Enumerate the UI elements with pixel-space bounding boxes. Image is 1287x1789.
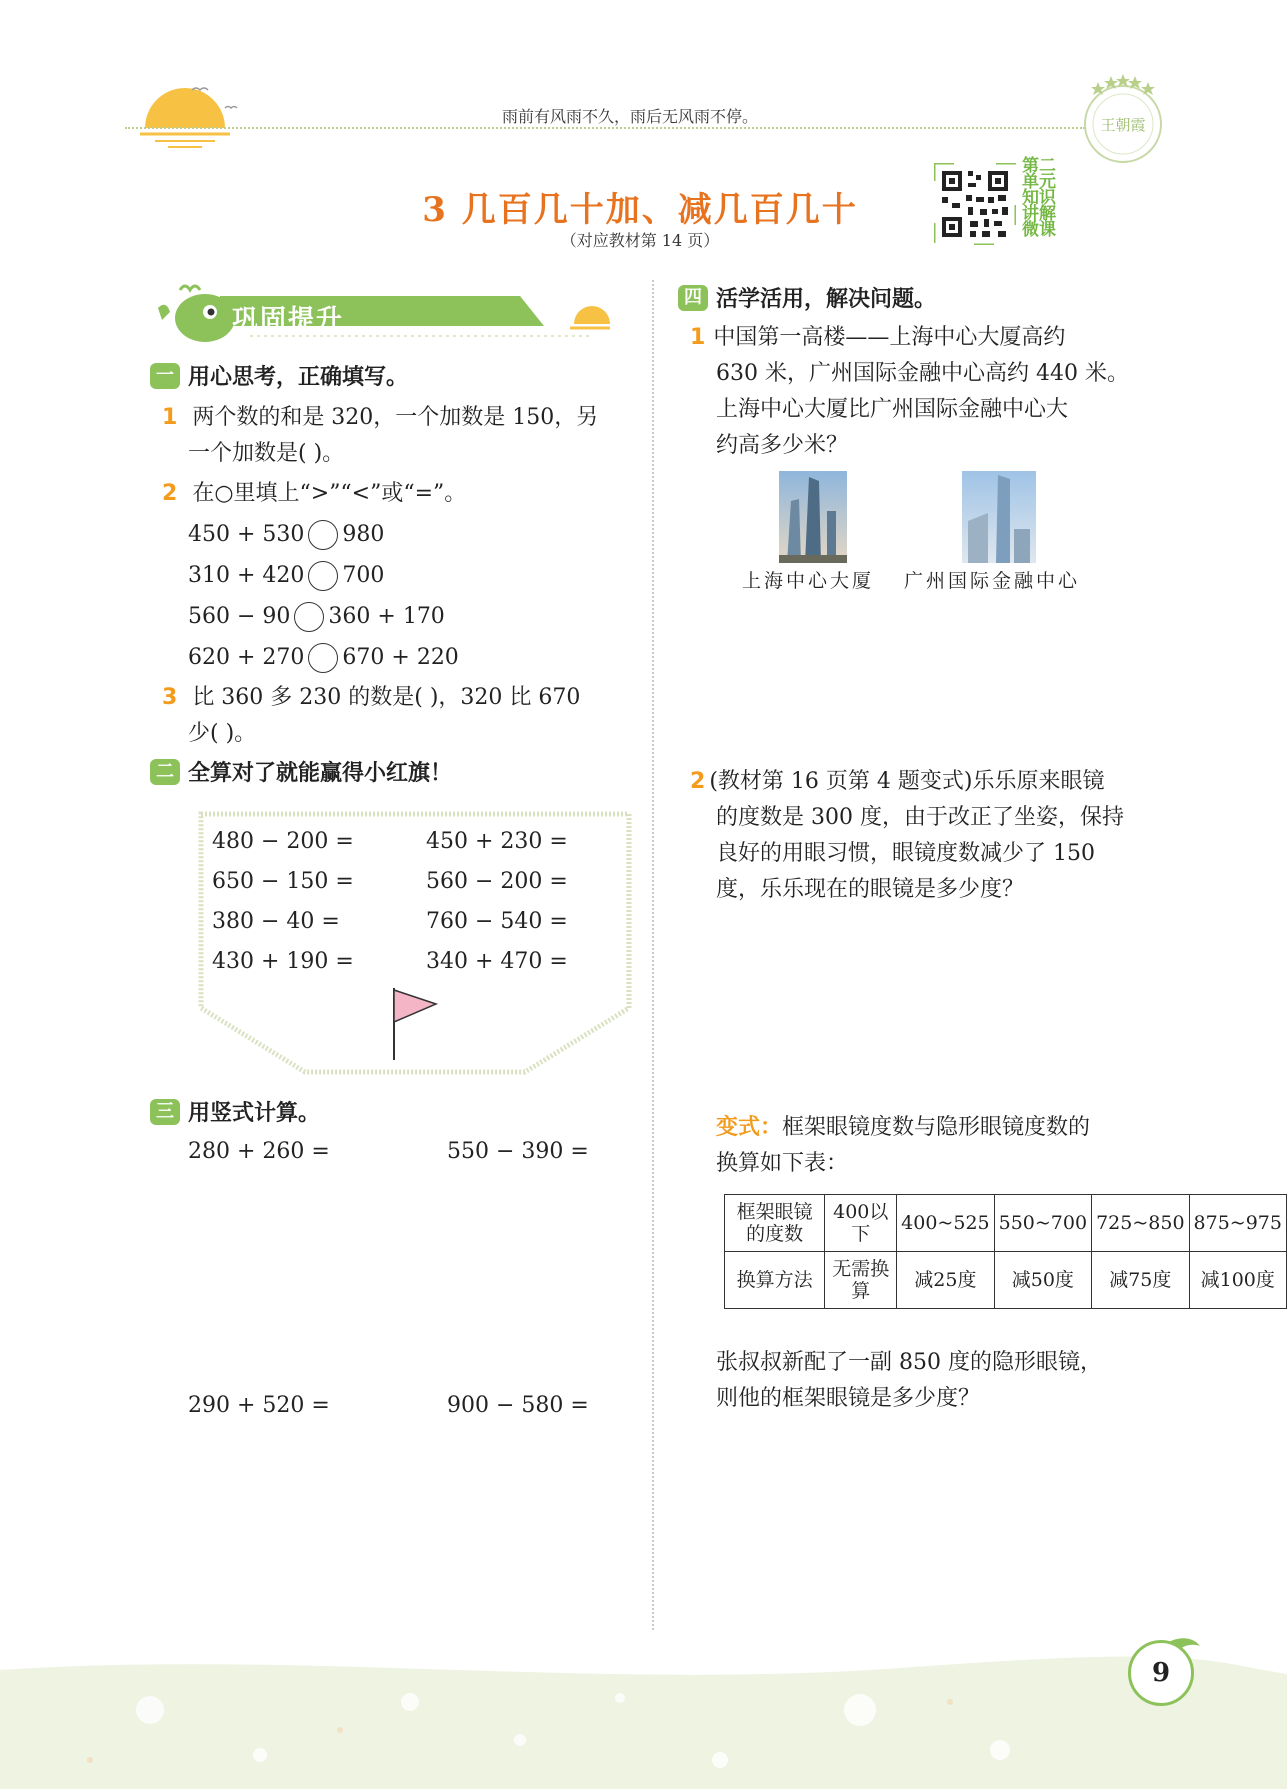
calc-item: 380 − 40 =: [212, 909, 340, 934]
answer-circle[interactable]: [294, 602, 324, 632]
column-divider: [652, 280, 654, 1630]
question-text: 一个加数是( )。: [188, 441, 345, 466]
question-text: 两个数的和是 320，一个加数是 150，另: [192, 405, 599, 430]
table-row: [725, 1252, 1287, 1309]
section-title: 活学活用，解决问题。: [716, 287, 937, 312]
question-3: [162, 680, 642, 752]
variant-text: 框架眼镜度数与隐形眼镜度数的: [782, 1115, 1091, 1140]
calc-item: 560 − 200 =: [426, 869, 568, 894]
question-number: 3: [162, 685, 178, 710]
table-cell: 减50度: [994, 1252, 1091, 1309]
question-text: 上海中心大厦比广州国际金融中心大: [716, 397, 1069, 422]
footer-decoration: [0, 1650, 1287, 1789]
answer-circle[interactable]: [308, 643, 338, 673]
vertical-calc-item: 900 − 580 =: [447, 1393, 589, 1418]
variant-question: [716, 1345, 1186, 1417]
compare-item: 560 − 90 360 + 170: [188, 596, 459, 637]
question-text: (教材第 16 页第 4 题变式)乐乐原来眼镜: [709, 769, 1105, 794]
table-cell: 400~525: [897, 1195, 994, 1252]
header-divider: [125, 127, 1085, 129]
table-cell: 换算方法: [725, 1252, 825, 1309]
calc-item: 650 − 150 =: [212, 869, 354, 894]
motto-text: 雨前有风雨不久，雨后无风雨不停。: [501, 107, 758, 126]
section-badge: 一: [150, 363, 180, 389]
table-cell: 550~700: [994, 1195, 1091, 1252]
calc-item: 760 − 540 =: [426, 909, 568, 934]
table-cell: 框架眼镜的度数: [725, 1195, 825, 1252]
section-1-header: [150, 360, 408, 391]
compare-item: 620 + 270 670 + 220: [188, 637, 459, 678]
question-text: 中国第一高楼——上海中心大厦高约: [713, 325, 1066, 350]
table-row: [725, 1195, 1287, 1252]
variant-label: 变式：: [716, 1115, 783, 1140]
section-3-header: [150, 1096, 320, 1127]
table-cell: 减25度: [897, 1252, 994, 1309]
micro-course-label: 第二单元知识讲解微课: [1022, 156, 1056, 240]
calc-column-2: [426, 822, 568, 982]
section-badge: 二: [150, 759, 180, 785]
variant-text: 则他的框架眼镜是多少度？: [716, 1386, 981, 1411]
question-text: 的度数是 300 度，由于改正了坐姿，保持: [716, 805, 1124, 830]
table-cell: 875~975: [1189, 1195, 1286, 1252]
calc-item: 480 − 200 =: [212, 829, 354, 854]
answer-circle[interactable]: [308, 561, 338, 591]
page-title: 3 几百几十加、减几百几十: [422, 190, 858, 230]
question-number: 2: [162, 481, 178, 506]
section-2-header: [150, 756, 452, 787]
section-badge: 四: [678, 285, 708, 311]
section-title: 用心思考，正确填写。: [188, 365, 409, 390]
compare-item: 450 + 530 980: [188, 514, 459, 555]
guangzhou-ifc-image: [962, 471, 1036, 563]
question-2: [162, 476, 642, 512]
page-subtitle: （对应教材第 14 页）: [560, 231, 720, 250]
question-number: 2: [690, 769, 706, 794]
calc-item: 430 + 190 =: [212, 949, 354, 974]
variant-text: 张叔叔新配了一副 850 度的隐形眼镜，: [716, 1350, 1102, 1375]
question-1: [162, 400, 642, 472]
section-title: 用竖式计算。: [188, 1101, 321, 1126]
section-4-header: [678, 282, 936, 313]
sun-decoration-icon: [130, 78, 240, 150]
question-text: 良好的用眼习惯，眼镜度数减少了 150: [716, 841, 1095, 866]
table-cell: 725~850: [1092, 1195, 1189, 1252]
calc-column-1: [212, 822, 354, 982]
brand-logo-icon: [1080, 72, 1166, 164]
problem-2: [690, 764, 1180, 908]
question-text: 在○里填上“>”“<”或“=”。: [192, 481, 467, 506]
image-caption-shanghai: 上海中心大厦: [742, 570, 875, 592]
banner-label: 巩固提升: [232, 305, 345, 335]
question-number: 1: [162, 405, 178, 430]
compare-list: [188, 514, 459, 678]
page-number: 9: [1128, 1640, 1194, 1706]
calc-item: 450 + 230 =: [426, 829, 568, 854]
table-cell: 减100度: [1189, 1252, 1286, 1309]
variant-text: 换算如下表：: [716, 1151, 849, 1176]
calc-item: 340 + 470 =: [426, 949, 568, 974]
question-text: 少( )。: [188, 721, 257, 746]
question-text: 630 米，广州国际金融中心高约 440 米。: [716, 361, 1129, 386]
table-cell: 减75度: [1092, 1252, 1189, 1309]
compare-item: 310 + 420 700: [188, 555, 459, 596]
problem-1: [690, 320, 1170, 464]
vertical-calc-item: 550 − 390 =: [447, 1139, 589, 1164]
question-number: 1: [690, 325, 706, 350]
question-text: 约高多少米？: [716, 433, 849, 458]
svg-text:王朝霞: 王朝霞: [1100, 116, 1146, 134]
image-caption-guangzhou: 广州国际金融中心: [904, 570, 1081, 592]
table-cell: 无需换算: [825, 1252, 897, 1309]
answer-circle[interactable]: [308, 520, 338, 550]
table-cell: 400以下: [825, 1195, 897, 1252]
section-title: 全算对了就能赢得小红旗！: [188, 761, 453, 786]
whale-banner: [150, 280, 620, 350]
variant-intro: [716, 1110, 1186, 1182]
conversion-table: [724, 1194, 1287, 1309]
vertical-calc-item: 290 + 520 =: [188, 1393, 330, 1418]
vertical-calc-item: 280 + 260 =: [188, 1139, 330, 1164]
shanghai-tower-image: [779, 471, 847, 563]
question-text: 度，乐乐现在的眼镜是多少度？: [716, 877, 1025, 902]
qr-code-icon[interactable]: [934, 163, 1016, 245]
section-badge: 三: [150, 1099, 180, 1125]
question-text: 比 360 多 230 的数是( )，320 比 670: [192, 685, 581, 710]
